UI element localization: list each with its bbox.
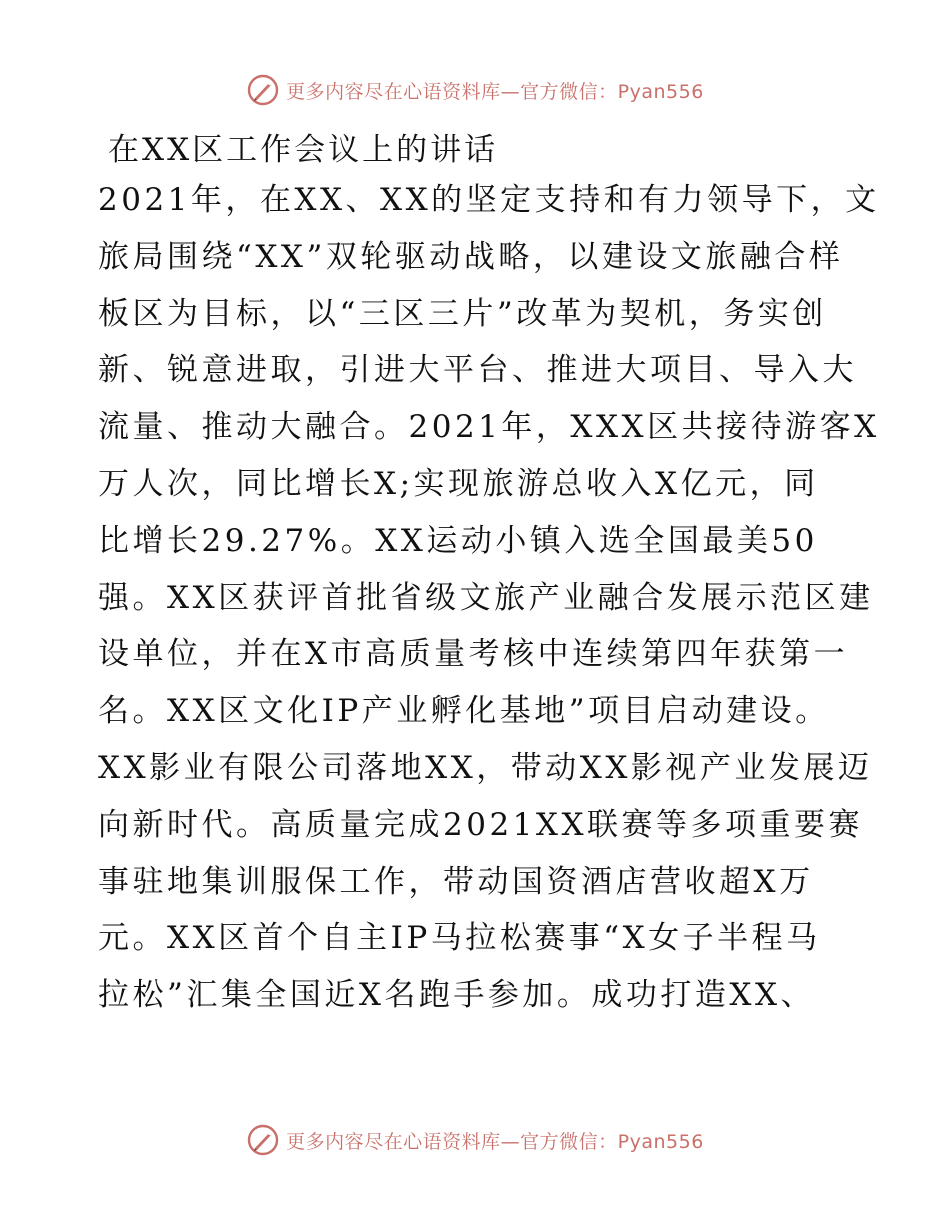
body-text-line: 万人次，同比增长X;实现旅游总收入X亿元，同 [98,465,819,502]
body-text-line: 板区为目标，以“三区三片”改革为契机，务实创 [98,295,827,332]
body-text-line: 元。XX区首个自主IP马拉松赛事“X女子半程马 [98,920,821,957]
header-watermark [246,73,704,107]
header-watermark-text: 更多内容尽在心语资料库—官方微信：Pyan556 [286,80,704,103]
body-text-line: 名。XX区文化IP产业孵化基地”项目启动建设。 [98,693,830,730]
body-text-line: 设单位，并在X市高质量考核中连续第四年获第一 [98,636,849,673]
quill-pen-logo-icon [246,1123,280,1157]
footer-watermark-text: 更多内容尽在心语资料库—官方微信：Pyan556 [286,1130,704,1153]
body-text-line: 旅局围绕“XX”双轮驱动战略，以建设文旅融合样 [98,238,844,275]
document-title: 在XX区工作会议上的讲话 [108,132,499,168]
body-text-line: XX影业有限公司落地XX，带动XX影视产业发展迈 [98,749,873,786]
body-text-line: 拉松”汇集全国近X名跑手参加。成功打造XX、 [98,977,816,1014]
body-text-line: 流量、推动大融合。2021年，XXX区共接待游客X [98,409,880,446]
body-text-line: 比增长29.27%。XX运动小镇入选全国最美50 [98,522,818,559]
quill-pen-logo-icon [246,73,280,107]
body-text-line: 强。XX区获评首批省级文旅产业融合发展示范区建 [98,579,874,616]
footer-watermark-banner [0,1120,950,1160]
footer-watermark [246,1123,704,1157]
body-text-line: 2021年，在XX、XX的坚定支持和有力领导下，文 [98,182,880,218]
body-text-line: 新、锐意进取，引进大平台、推进大项目、导入大 [98,352,857,389]
document-body [98,172,880,1024]
body-text-line: 事驻地集训服保工作，带动国资酒店营收超X万 [98,863,814,900]
body-text-line: 向新时代。高质量完成2021XX联赛等多项重要赛 [98,806,864,843]
header-watermark-banner [0,70,950,110]
